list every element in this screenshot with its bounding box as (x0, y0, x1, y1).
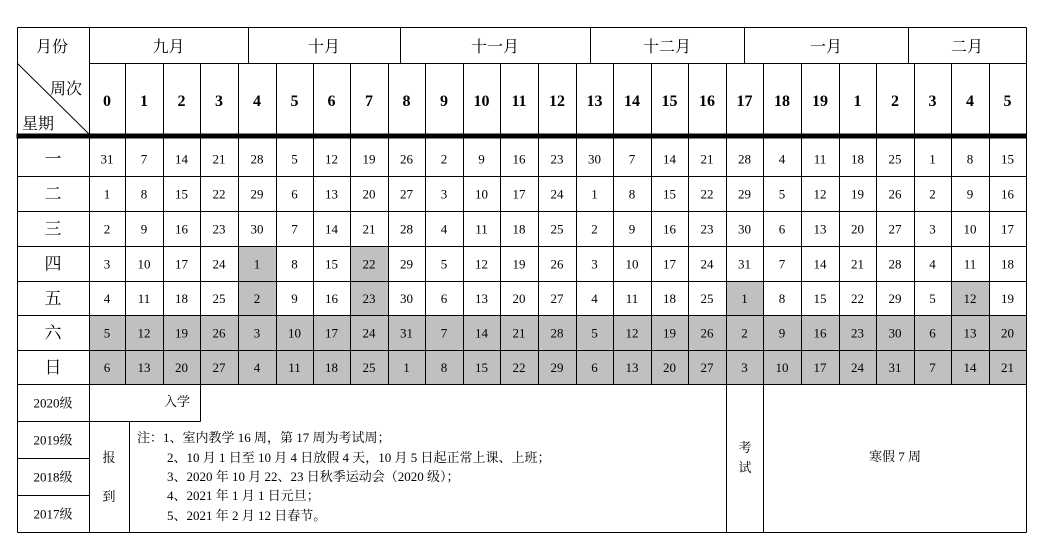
day-number: 13 (475, 291, 488, 306)
day-number: 28 (738, 151, 751, 167)
day-number: 12 (813, 186, 827, 202)
day-number: 17 (663, 256, 676, 272)
day-number: 23 (550, 151, 564, 167)
day-number: 14 (963, 360, 977, 375)
day-number: 16 (663, 221, 676, 237)
day-number: 30 (588, 151, 601, 167)
day-number: 14 (175, 151, 188, 167)
day-number: 16 (1001, 186, 1014, 202)
day-number: 21 (212, 151, 226, 167)
day-number: 15 (813, 291, 827, 306)
day-number: 8 (440, 360, 448, 375)
grade-label: 2017级 (33, 506, 73, 522)
day-number: 14 (663, 151, 676, 167)
week-number: 2 (177, 93, 186, 110)
day-number: 23 (851, 325, 864, 341)
day-number: 11 (963, 256, 977, 272)
day-number: 16 (325, 291, 338, 306)
day-number: 4 (591, 291, 598, 306)
day-number: 29 (738, 186, 751, 202)
day-number: 20 (663, 360, 676, 375)
day-number: 20 (512, 291, 526, 306)
day-number: 4 (929, 256, 936, 272)
day-number: 14 (813, 256, 827, 272)
week-number: 5 (290, 93, 299, 110)
day-number: 16 (175, 221, 188, 237)
day-number: 1 (103, 186, 111, 202)
day-number: 3 (103, 256, 111, 272)
week-number: 9 (440, 93, 448, 110)
day-number: 23 (212, 221, 226, 237)
week-number: 19 (812, 93, 828, 110)
day-number: 16 (512, 151, 526, 167)
day-number: 22 (212, 186, 226, 202)
day-number: 29 (400, 256, 413, 272)
day-number: 7 (628, 151, 636, 167)
day-number: 6 (929, 325, 936, 341)
weekday-label: 六 (44, 323, 62, 343)
day-number: 28 (250, 151, 264, 167)
weekday-label: 一 (44, 149, 62, 169)
note-line: 2、10 月 1 日至 10 月 4 日放假 4 天，10 月 5 日起正常上课、上班； (167, 450, 551, 465)
day-number: 22 (362, 256, 376, 272)
day-number: 24 (362, 325, 376, 341)
day-number: 19 (362, 151, 376, 167)
week-number: 16 (699, 93, 715, 110)
day-number: 16 (813, 325, 827, 341)
week-number: 2 (891, 93, 899, 110)
day-number: 26 (888, 186, 902, 202)
exam-char-2: 试 (738, 460, 752, 475)
day-number: 26 (700, 325, 714, 341)
day-number: 7 (929, 360, 936, 375)
day-number: 27 (212, 360, 226, 375)
month-label: 二月 (950, 39, 984, 56)
day-number: 13 (325, 186, 338, 202)
day-number: 2 (103, 221, 111, 237)
day-number: 22 (851, 291, 864, 306)
day-number: 20 (851, 221, 864, 237)
week-number: 0 (103, 93, 111, 110)
day-number: 11 (137, 291, 151, 306)
day-number: 19 (1001, 291, 1014, 306)
day-number: 8 (628, 186, 636, 202)
day-number: 1 (591, 186, 598, 202)
day-number: 10 (475, 186, 488, 202)
day-number: 8 (778, 291, 786, 306)
day-number: 5 (929, 291, 936, 306)
day-number: 2 (591, 221, 598, 237)
day-number: 24 (851, 360, 864, 375)
grade-label: 2018级 (33, 469, 73, 485)
day-number: 6 (440, 291, 448, 306)
day-number: 15 (663, 186, 676, 202)
day-number: 10 (963, 221, 977, 237)
day-number: 27 (888, 221, 902, 237)
day-number: 5 (591, 325, 598, 341)
day-number: 7 (778, 256, 786, 272)
day-number: 6 (103, 360, 111, 375)
day-number: 28 (888, 256, 902, 272)
day-number: 27 (400, 186, 413, 202)
day-number: 28 (400, 221, 413, 237)
month-label: 九月 (152, 39, 185, 56)
day-number: 30 (738, 221, 751, 237)
day-number: 21 (851, 256, 864, 272)
day-number: 9 (628, 221, 636, 237)
day-number: 4 (103, 291, 111, 306)
day-number: 31 (100, 151, 114, 167)
day-number: 12 (625, 325, 639, 341)
day-number: 8 (966, 151, 974, 167)
day-number: 29 (550, 360, 564, 375)
day-number: 22 (700, 186, 714, 202)
day-number: 25 (888, 151, 902, 167)
day-number: 18 (512, 221, 526, 237)
day-number: 9 (966, 186, 974, 202)
day-number: 2 (253, 291, 261, 306)
day-number: 27 (550, 291, 564, 306)
day-number: 15 (175, 186, 188, 202)
day-number: 8 (140, 186, 148, 202)
weekday-label: 二 (44, 184, 62, 204)
day-number: 19 (851, 186, 864, 202)
grade-label: 2020级 (33, 395, 73, 411)
day-number: 5 (440, 256, 448, 272)
day-number: 25 (362, 360, 376, 375)
day-number: 31 (400, 325, 413, 341)
week-number: 10 (473, 93, 490, 110)
day-number: 12 (137, 325, 151, 341)
month-header-label: 月份 (35, 39, 69, 56)
day-number: 17 (175, 256, 188, 272)
day-number: 7 (440, 325, 448, 341)
day-number: 1 (929, 151, 936, 167)
day-number: 10 (137, 256, 151, 272)
winter-break-label: 寒假 7 周 (868, 449, 922, 464)
day-number: 21 (700, 151, 714, 167)
day-number: 18 (663, 291, 676, 306)
day-number: 25 (550, 221, 564, 237)
week-number: 18 (774, 93, 790, 110)
week-number: 14 (624, 93, 640, 110)
grade-label: 2019级 (33, 432, 73, 448)
week-number: 12 (549, 93, 565, 110)
week-number: 4 (966, 93, 974, 110)
week-number: 6 (327, 93, 336, 110)
day-number: 6 (591, 360, 598, 375)
week-number: 3 (928, 93, 937, 110)
day-number: 3 (440, 186, 448, 202)
day-number: 13 (137, 360, 151, 375)
weekday-label: 四 (44, 254, 62, 274)
day-number: 27 (700, 360, 714, 375)
day-number: 9 (291, 291, 298, 306)
week-number: 1 (140, 93, 148, 110)
day-number: 15 (475, 360, 488, 375)
day-number: 2 (440, 151, 448, 167)
note-line: 5、2021 年 2 月 12 日春节。 (167, 508, 327, 523)
week-number: 5 (1003, 93, 1012, 110)
week-header-label: 周次 (49, 81, 83, 98)
day-number: 26 (550, 256, 564, 272)
week-number: 4 (253, 93, 261, 110)
day-number: 12 (963, 291, 977, 306)
day-number: 18 (325, 360, 338, 375)
day-number: 17 (325, 325, 338, 341)
day-number: 19 (663, 325, 676, 341)
day-number: 21 (362, 221, 376, 237)
day-number: 23 (700, 221, 714, 237)
day-number: 2 (741, 325, 748, 341)
day-number: 11 (475, 221, 488, 237)
day-number: 21 (512, 325, 526, 341)
enrollment-label: 入学 (163, 394, 191, 409)
day-number: 11 (625, 291, 639, 306)
day-number: 3 (253, 325, 261, 341)
note-line: 注：1、室内教学 16 周，第 17 周为考试周； (137, 430, 391, 445)
week-number: 8 (402, 93, 411, 110)
day-number: 7 (291, 221, 298, 237)
day-number: 31 (738, 256, 751, 272)
weekday-label: 日 (44, 358, 62, 377)
week-number: 1 (853, 93, 862, 110)
day-number: 18 (1001, 256, 1014, 272)
day-number: 4 (253, 360, 261, 375)
day-number: 1 (741, 291, 748, 306)
month-label: 一月 (809, 39, 843, 56)
day-number: 20 (362, 186, 376, 202)
weekday-label: 三 (44, 219, 62, 239)
day-number: 6 (778, 221, 786, 237)
week-number: 13 (586, 93, 603, 110)
week-number: 11 (511, 93, 527, 110)
exam-char-1: 考 (738, 440, 752, 455)
day-number: 20 (175, 360, 188, 375)
day-number: 25 (212, 291, 226, 306)
day-number: 1 (253, 256, 261, 272)
month-label: 十一月 (470, 39, 520, 56)
day-number: 12 (325, 151, 338, 167)
note-line: 4、2021 年 1 月 1 日元旦； (167, 488, 320, 503)
day-number: 8 (291, 256, 298, 272)
day-number: 5 (778, 186, 786, 202)
weekday-header-label: 星期 (21, 116, 55, 133)
day-number: 18 (175, 291, 188, 306)
day-number: 29 (250, 186, 264, 202)
week-number: 17 (736, 93, 753, 110)
day-number: 9 (140, 221, 148, 237)
registration-char-2: 到 (102, 489, 116, 504)
day-number: 15 (325, 256, 338, 272)
day-number: 10 (288, 325, 301, 341)
day-number: 14 (475, 325, 488, 341)
day-number: 4 (778, 151, 786, 167)
day-number: 17 (512, 186, 526, 202)
day-number: 10 (775, 360, 789, 375)
day-number: 28 (550, 325, 564, 341)
day-number: 24 (212, 256, 226, 272)
day-number: 3 (741, 360, 748, 375)
day-number: 10 (625, 256, 639, 272)
day-number: 24 (700, 256, 714, 272)
day-number: 9 (778, 325, 786, 341)
month-label: 十二月 (642, 39, 692, 56)
day-number: 9 (478, 151, 485, 167)
day-number: 24 (550, 186, 564, 202)
day-number: 18 (851, 151, 864, 167)
day-number: 6 (291, 186, 298, 202)
week-number: 15 (661, 93, 678, 110)
day-number: 23 (362, 291, 376, 306)
day-number: 29 (888, 291, 902, 306)
day-number: 14 (325, 221, 338, 237)
weekday-label: 五 (44, 289, 62, 308)
day-number: 30 (888, 325, 902, 341)
day-number: 26 (212, 325, 226, 341)
day-number: 26 (400, 151, 413, 167)
day-number: 17 (813, 360, 827, 375)
week-number: 3 (215, 93, 223, 110)
day-number: 19 (175, 325, 188, 341)
day-number: 13 (963, 325, 977, 341)
day-number: 30 (250, 221, 264, 237)
day-number: 31 (888, 360, 902, 375)
day-number: 21 (1001, 360, 1014, 375)
day-number: 7 (140, 151, 148, 167)
month-label: 十月 (307, 39, 341, 56)
day-number: 3 (591, 256, 598, 272)
day-number: 5 (103, 325, 111, 341)
day-number: 1 (403, 360, 410, 375)
day-number: 22 (512, 360, 526, 375)
day-number: 11 (813, 151, 827, 167)
day-number: 20 (1001, 325, 1014, 341)
day-number: 5 (291, 151, 298, 167)
day-number: 13 (625, 360, 639, 375)
day-number: 11 (288, 360, 301, 375)
day-number: 2 (929, 186, 936, 202)
day-number: 15 (1001, 151, 1014, 167)
day-number: 25 (700, 291, 714, 306)
week-number: 7 (365, 93, 373, 110)
day-number: 4 (440, 221, 448, 237)
day-number: 30 (400, 291, 413, 306)
day-number: 3 (929, 221, 936, 237)
note-line: 3、2020 年 10 月 22、23 日秋季运动会（2020 级）； (167, 469, 460, 484)
day-number: 12 (475, 256, 488, 272)
registration-char-1: 报 (102, 450, 116, 465)
day-number: 19 (512, 256, 526, 272)
day-number: 13 (813, 221, 827, 237)
day-number: 17 (1001, 221, 1014, 237)
